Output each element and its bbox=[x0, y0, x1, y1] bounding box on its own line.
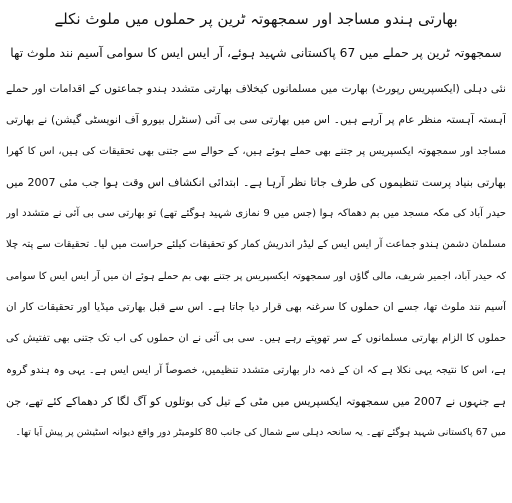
body-line: نئی دہلی (ایکسپریس رپورٹ) بھارت میں مسلمانوں کیخلاف بھارتی متشدد ہندو جماعتوں کے اقدامات اور حملے bbox=[6, 82, 506, 95]
subheading: سمجھوتہ ٹرین پر حملے میں 67 پاکستانی شہید ہوئے، آر ایس ایس کا سوامی آسیم نند ملوث تھا bbox=[10, 46, 502, 60]
body-line: مساجد اور سمجھوتہ ایکسپریس پر جتنے بھی حملے ہوئے ہیں، کے حوالے سے جتنی بھی تحقیقات کی ہیں، اس کا کھرا bbox=[6, 145, 506, 157]
body-line: آسیم نند ملوث تھا، جسے ان حملوں کا سرغنہ بھی قرار دیا جاتا ہے۔ اس سے قبل بھارتی میڈیا اور تحقیقات کار ان bbox=[6, 301, 506, 314]
body-line: میں 67 پاکستانی شہید ہوگئے تھے۔ یہ سانحہ دہلی سے شمال کی جانب 80 کلومیٹر دور واقع دیوانہ اسٹیشن پر پیش آیا تھا۔ bbox=[15, 427, 506, 439]
body-line: مسلمان دشمن ہندو جماعت آر ایس ایس کے لیڈر اندریش کمار کو تحقیقات کیلئے حراست میں لیا۔ تحقیقات سے پتہ چلا bbox=[6, 239, 506, 251]
body-line: آہستہ آہستہ منظر عام پر آرہے ہیں۔ اس میں بھارتی سی بی آئی (سنٹرل بیورو آف انویسٹی گیشن) نے بھارتی bbox=[6, 113, 506, 127]
body-line: حملوں کا الزام بھارتی مسلمانوں کے سر تھوپتے رہے ہیں۔ سی بی آئی نے ان حملوں کی اب تک جتنی بھی تفتیش کی bbox=[6, 333, 506, 345]
body-line: حیدر آباد کی مکہ مسجد میں بم دھماکہ ہوا (جس میں 9 نمازی شہید ہوگئے تھے) تو بھارتی سی بی آئی نے متشدد اور bbox=[6, 208, 506, 220]
headline: بھارتی ہندو مساجد اور سمجھوتہ ٹرین پر حملوں میں ملوث نکلے bbox=[54, 10, 458, 28]
body-line: ہے جنہوں نے 2007 میں سمجھوتہ ایکسپریس میں مٹی کے تیل کی بوتلوں کو آگ لگا کر دھماکے کئے تھے، جن bbox=[6, 394, 506, 408]
body-line: ہے، اس کا نتیجہ یہی نکلا ہے کہ ان کے ذمہ دار بھارتی متشدد تنظیمیں، خصوصاً آر ایس ایس ہے۔ یہی وہ ہندو گروہ bbox=[6, 364, 506, 376]
body-line: بھارتی بنیاد پرست تنظیموں کی طرف جاتا نظر آرہا ہے۔ ابتدائی انکشاف اس وقت ہوا جب مئی 2007 میں bbox=[6, 175, 506, 189]
article-body bbox=[6, 73, 506, 449]
body-line: کہ حیدر آباد، اجمیر شریف، مالی گاؤں اور سمجھوتہ ایکسپریس پر جتنے بھی بم حملے ہوئے ان میں آر ایس ایس کا سوامی bbox=[6, 270, 506, 282]
